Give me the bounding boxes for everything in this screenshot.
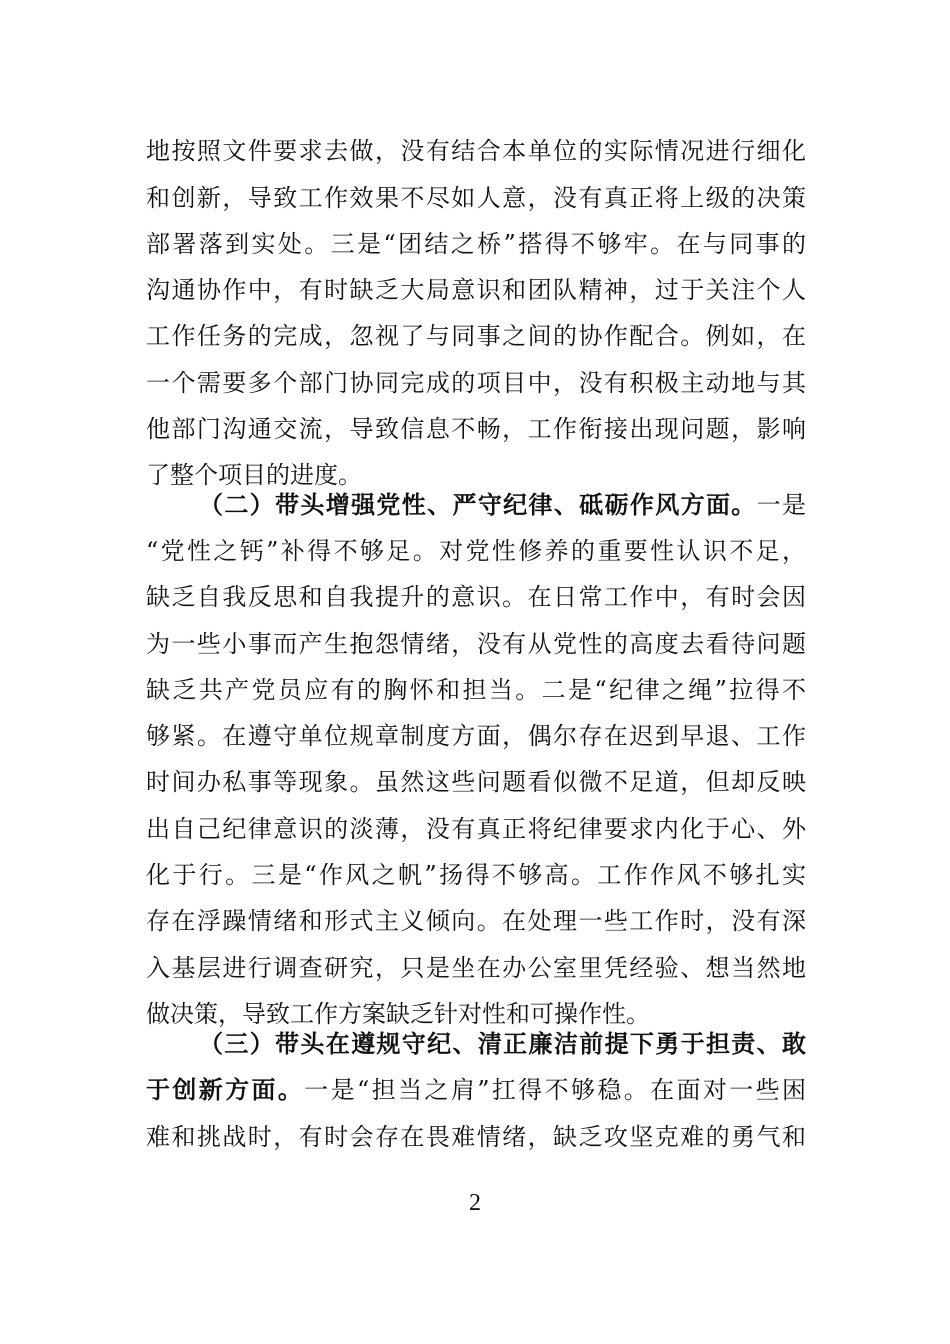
section-heading-line (199, 489, 806, 521)
body-line: 缺乏共产党员应有的胸怀和担当。二是“纪律之绳”拉得不 (146, 676, 806, 704)
section-heading: 于创新方面。 (146, 1075, 305, 1104)
section-heading-line: （三）带头在遵规守纪、清正廉洁前提下勇于担责、敢 (199, 1029, 806, 1058)
page-number: 2 (469, 1190, 481, 1216)
body-line: 地按照文件要求去做，没有结合本单位的实际情况进行细化 (146, 137, 806, 165)
body-line: 部署落到实处。三是“团结之桥”搭得不够牢。在与同事的 (146, 230, 806, 258)
body-line: 存在浮躁情绪和形式主义倾向。在处理一些工作时，没有深 (146, 907, 806, 935)
body-line: 他部门沟通交流，导致信息不畅，工作衔接出现问题，影响 (146, 415, 806, 443)
section-heading-line (146, 1074, 806, 1106)
body-text: 一是 (756, 491, 807, 519)
body-line: 工作任务的完成，忽视了与同事之间的协作配合。例如，在 (146, 322, 806, 350)
body-line: 沟通协作中，有时缺乏大局意识和团队精神，过于关注个人 (146, 276, 806, 304)
body-line: 为一些小事而产生抱怨情绪，没有从党性的高度去看待问题 (146, 630, 806, 658)
body-line: 化于行。三是“作风之帆”扬得不够高。工作作风不够扎实 (146, 861, 806, 889)
body-line: 出自己纪律意识的淡薄，没有真正将纪律要求内化于心、外 (146, 815, 806, 843)
body-line: 做决策，导致工作方案缺乏针对性和可操作性。 (146, 1000, 650, 1028)
body-line: 缺乏自我反思和自我提升的意识。在日常工作中，有时会因 (146, 583, 806, 611)
section-heading: （二）带头增强党性、严守纪律、砥砺作风方面。 (199, 490, 757, 519)
body-line: 和创新，导致工作效果不尽如人意，没有真正将上级的决策 (146, 184, 806, 212)
body-line: 够紧。在遵守单位规章制度方面，偶尔存在迟到早退、工作 (146, 722, 806, 750)
body-line: 难和挑战时，有时会存在畏难情绪，缺乏攻坚克难的勇气和 (146, 1123, 806, 1151)
body-line: 时间办私事等现象。虽然这些问题看似微不足道，但却反映 (146, 768, 806, 796)
body-text: 一是“担当之肩”扛得不够稳。在面对一些困 (304, 1076, 807, 1104)
body-line: “党性之钙”补得不够足。对党性修养的重要性认识不足， (146, 537, 806, 565)
body-line: 了整个项目的进度。 (146, 461, 362, 489)
body-line: 一个需要多个部门协同完成的项目中，没有积极主动地与其 (146, 369, 806, 397)
body-line: 入基层进行调查研究，只是坐在办公室里凭经验、想当然地 (146, 954, 806, 982)
